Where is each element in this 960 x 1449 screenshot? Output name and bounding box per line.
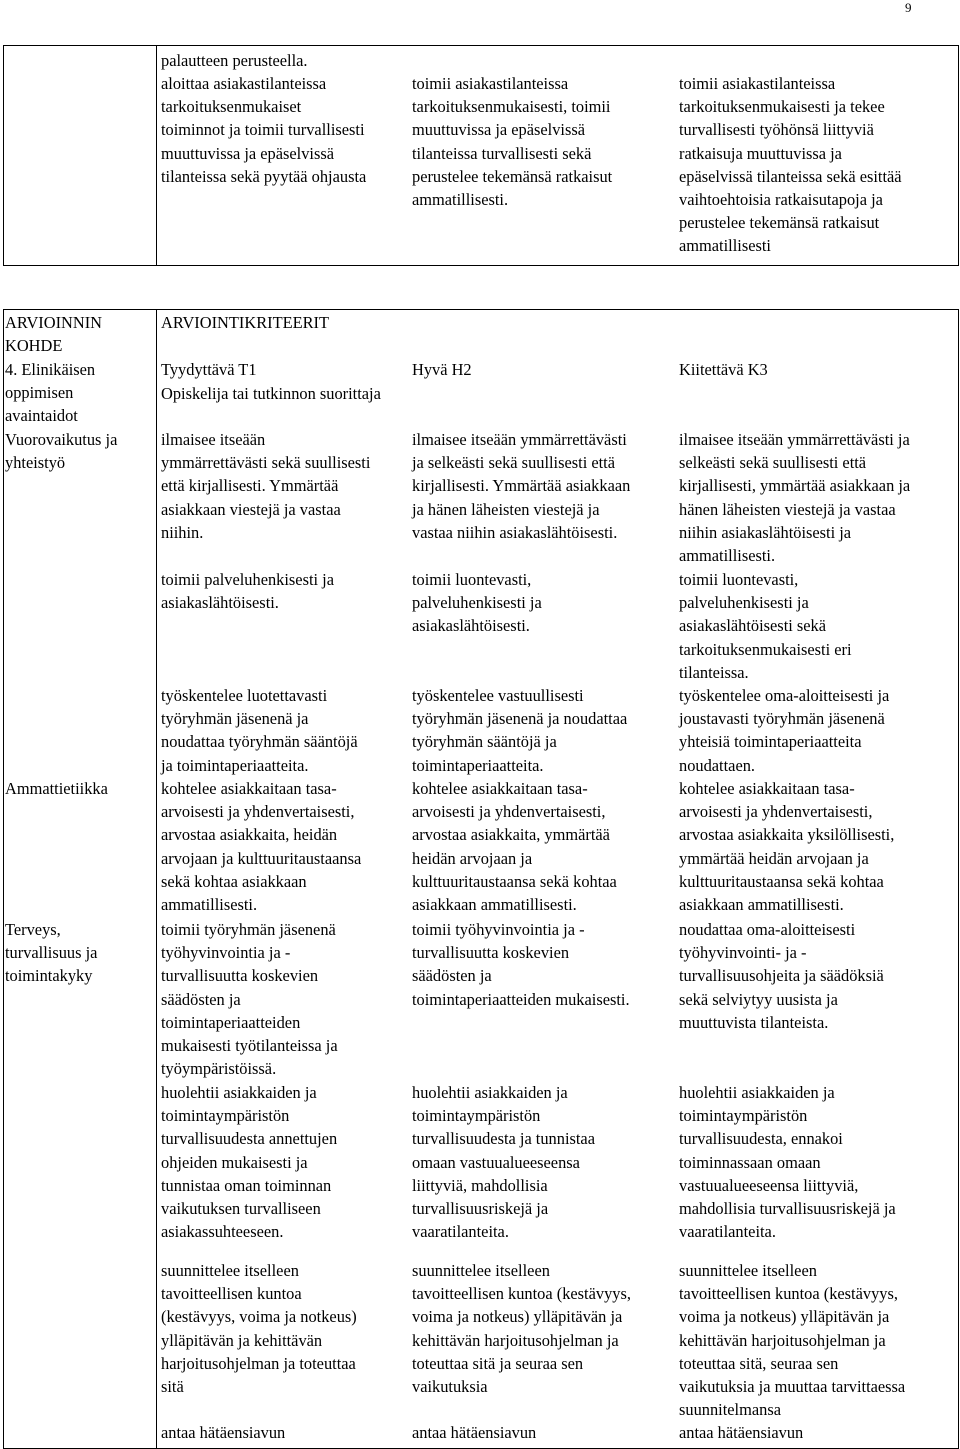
- top-h2-text: toimii asiakastilanteissa tarkoituksenmukaisesti, toimii muuttuvissa ja epäselvissä tilanteissa turvallisesti sekä perustelee tekemänsä ratkaisut ammatillisesti.: [412, 74, 613, 210]
- col-header-criteria: ARVIOINTIKRITEERIT: [161, 313, 330, 332]
- subject-line: Opiskelija tai tutkinnon suorittaja: [161, 384, 381, 403]
- top-intro-text: palautteen perusteella.: [161, 51, 308, 70]
- criteria-t1: toimii palveluhenkisesti ja asiakaslähtöisesti.: [161, 570, 334, 613]
- criteria-k3: antaa hätäensiavun: [679, 1423, 804, 1442]
- table-border-top: [3, 45, 959, 46]
- page-number: 9: [905, 0, 912, 15]
- top-k3-text: toimii asiakastilanteissa tarkoituksenmukaisesti ja tekee turvallisesti työhönsä liittyviä ratkaisuja muuttuvissa ja epäselvissä tilanteissa sekä esittää vaihtoehtoisia ratkaisutapoja ja perustelee tekemänsä ratkaisut ammatillisesti: [679, 74, 902, 256]
- criteria-t1: huolehtii asiakkaiden ja toimintaympäristön turvallisuudesta annettujen ohjeiden mukaisesti ja tunnistaa oman toiminnan vaikutuksen turvalliseen asiakassuhteeseen.: [161, 1083, 338, 1242]
- grade-k3-header: Kiitettävä K3: [679, 360, 768, 379]
- criteria-t1: työskentelee luotettavasti työryhmän jäsenenä ja noudattaa työryhmän sääntöjä ja toimintaperiaatteita.: [161, 686, 358, 775]
- criteria-k3: kohtelee asiakkaitaan tasa- arvoisesti ja yhdenvertaisesti, arvostaa asiakkaita yksilöllisesti, ymmärtää heidän arvojaan ja kulttuuritaustaansa sekä kohtaa asiakkaan ammatillisesti.: [679, 779, 895, 915]
- grade-t1-header: Tyydyttävä T1: [161, 360, 257, 379]
- criteria-t1: suunnittelee itselleen tavoitteellisen kuntoa (kestävyys, voima ja notkeus) ylläpitävän ja kehittävän harjoitusohjelman ja toteuttaa sitä: [161, 1261, 357, 1397]
- criteria-h2: ilmaisee itseään ymmärrettävästi ja selkeästi sekä suullisesti että kirjallisesti. Ymmärtää asiakkaan ja hänen läheisten viestejä ja vastaa niihin asiakaslähtöisesti.: [412, 430, 631, 542]
- table-border-left: [3, 45, 4, 265]
- criteria-h2: huolehtii asiakkaiden ja toimintaympäristön turvallisuudesta ja tunnistaa omaan vastuualueeseensa liittyviä, mahdollisia turvallisuusriskejä ja vaaratilanteita.: [412, 1083, 595, 1242]
- grade-h2-header: Hyvä H2: [412, 360, 472, 379]
- table-border-left: [3, 309, 4, 1448]
- criteria-h2: antaa hätäensiavun: [412, 1423, 537, 1442]
- criteria-h2: suunnittelee itselleen tavoitteellisen kuntoa (kestävyys, voima ja notkeus) ylläpitävän ja kehittävän harjoitusohjelman ja toteuttaa sitä ja seuraa sen vaikutuksia: [412, 1261, 631, 1397]
- criteria-k3: toimii luontevasti, palveluhenkisesti ja asiakaslähtöisesti sekä tarkoituksenmukaisesti eri tilanteissa.: [679, 570, 852, 682]
- top-t1-text: aloittaa asiakastilanteissa tarkoituksenmukaiset toiminnot ja toimii turvallisesti muuttuvissa ja epäselvissä tilanteissa sekä pyytää ohjausta: [161, 74, 367, 186]
- criteria-h2: työskentelee vastuullisesti työryhmän jäsenenä ja noudattaa työryhmän sääntöjä ja toimintaperiaatteita.: [412, 686, 628, 775]
- criteria-t1: antaa hätäensiavun: [161, 1423, 286, 1442]
- criteria-k3: suunnittelee itselleen tavoitteellisen kuntoa (kestävyys, voima ja notkeus) ylläpitävän ja kehittävän harjoitusohjelman ja toteuttaa sitä, seuraa sen vaikutuksia ja muuttaa tarvittaessa suunnitelmansa: [679, 1261, 906, 1420]
- table-border-top: [3, 309, 959, 310]
- criteria-t1: kohtelee asiakkaitaan tasa- arvoisesti ja yhdenvertaisesti, arvostaa asiakkaita, heidän arvojaan ja kulttuuritaustaansa sekä kohtaa asiakkaan ammatillisesti.: [161, 779, 362, 915]
- section-label-interaction: Vuorovaikutus ja yhteistyö: [5, 430, 118, 473]
- criteria-h2: toimii luontevasti, palveluhenkisesti ja asiakaslähtöisesti.: [412, 570, 542, 636]
- criteria-t1: ilmaisee itseään ymmärrettävästi sekä suullisesti että kirjallisesti. Ymmärtää asiakkaan viestejä ja vastaa niihin.: [161, 430, 371, 542]
- section-label-health-safety: Terveys, turvallisuus ja toimintakyky: [5, 920, 98, 986]
- criteria-k3: huolehtii asiakkaiden ja toimintaympäristön turvallisuudesta, ennakoi toiminnassaan omaan vastuualueeseensa liittyviä, mahdollisia turvallisuusriskejä ja vaaratilanteita.: [679, 1083, 896, 1242]
- criteria-t1: toimii työryhmän jäsenenä työhyvinvointia ja - turvallisuutta koskevien säädösten ja toimintaperiaatteiden mukaisesti työtilanteissa ja työympäristöissä.: [161, 920, 338, 1079]
- table-border-bottom: [3, 265, 959, 266]
- section-label-ethics: Ammattietiikka: [5, 779, 108, 798]
- criteria-k3: ilmaisee itseään ymmärrettävästi ja selkeästi sekä suullisesti että kirjallisesti, ymmärtää asiakkaan ja hänen läheisten viestejä ja vastaa niihin asiakaslähtöisesti ja ammatillisesti.: [679, 430, 911, 566]
- criteria-h2: kohtelee asiakkaitaan tasa- arvoisesti ja yhdenvertaisesti, arvostaa asiakkaita, ymmärtää heidän arvojaan ja kulttuuritaustaansa sekä kohtaa asiakkaan ammatillisesti.: [412, 779, 617, 915]
- table-divider: [156, 309, 157, 1448]
- table-border-right: [958, 45, 959, 265]
- criteria-k3: noudattaa oma-aloitteisesti työhyvinvointi- ja - turvallisuusohjeita ja säädöksiä sekä selviytyy uusista ja muuttuvista tilanteista.: [679, 920, 884, 1032]
- col-header-target: ARVIOINNIN KOHDE: [5, 313, 103, 356]
- table-border-right: [958, 309, 959, 1448]
- assessment-target-title: 4. Elinikäisen oppimisen avaintaidot: [5, 360, 96, 426]
- table-divider: [156, 45, 157, 265]
- criteria-h2: toimii työhyvinvointia ja - turvallisuutta koskevien säädösten ja toimintaperiaatteiden mukaisesti.: [412, 920, 630, 1009]
- criteria-k3: työskentelee oma-aloitteisesti ja joustavasti työryhmän jäsenenä yhteisiä toimintaperiaatteita noudattaen.: [679, 686, 890, 775]
